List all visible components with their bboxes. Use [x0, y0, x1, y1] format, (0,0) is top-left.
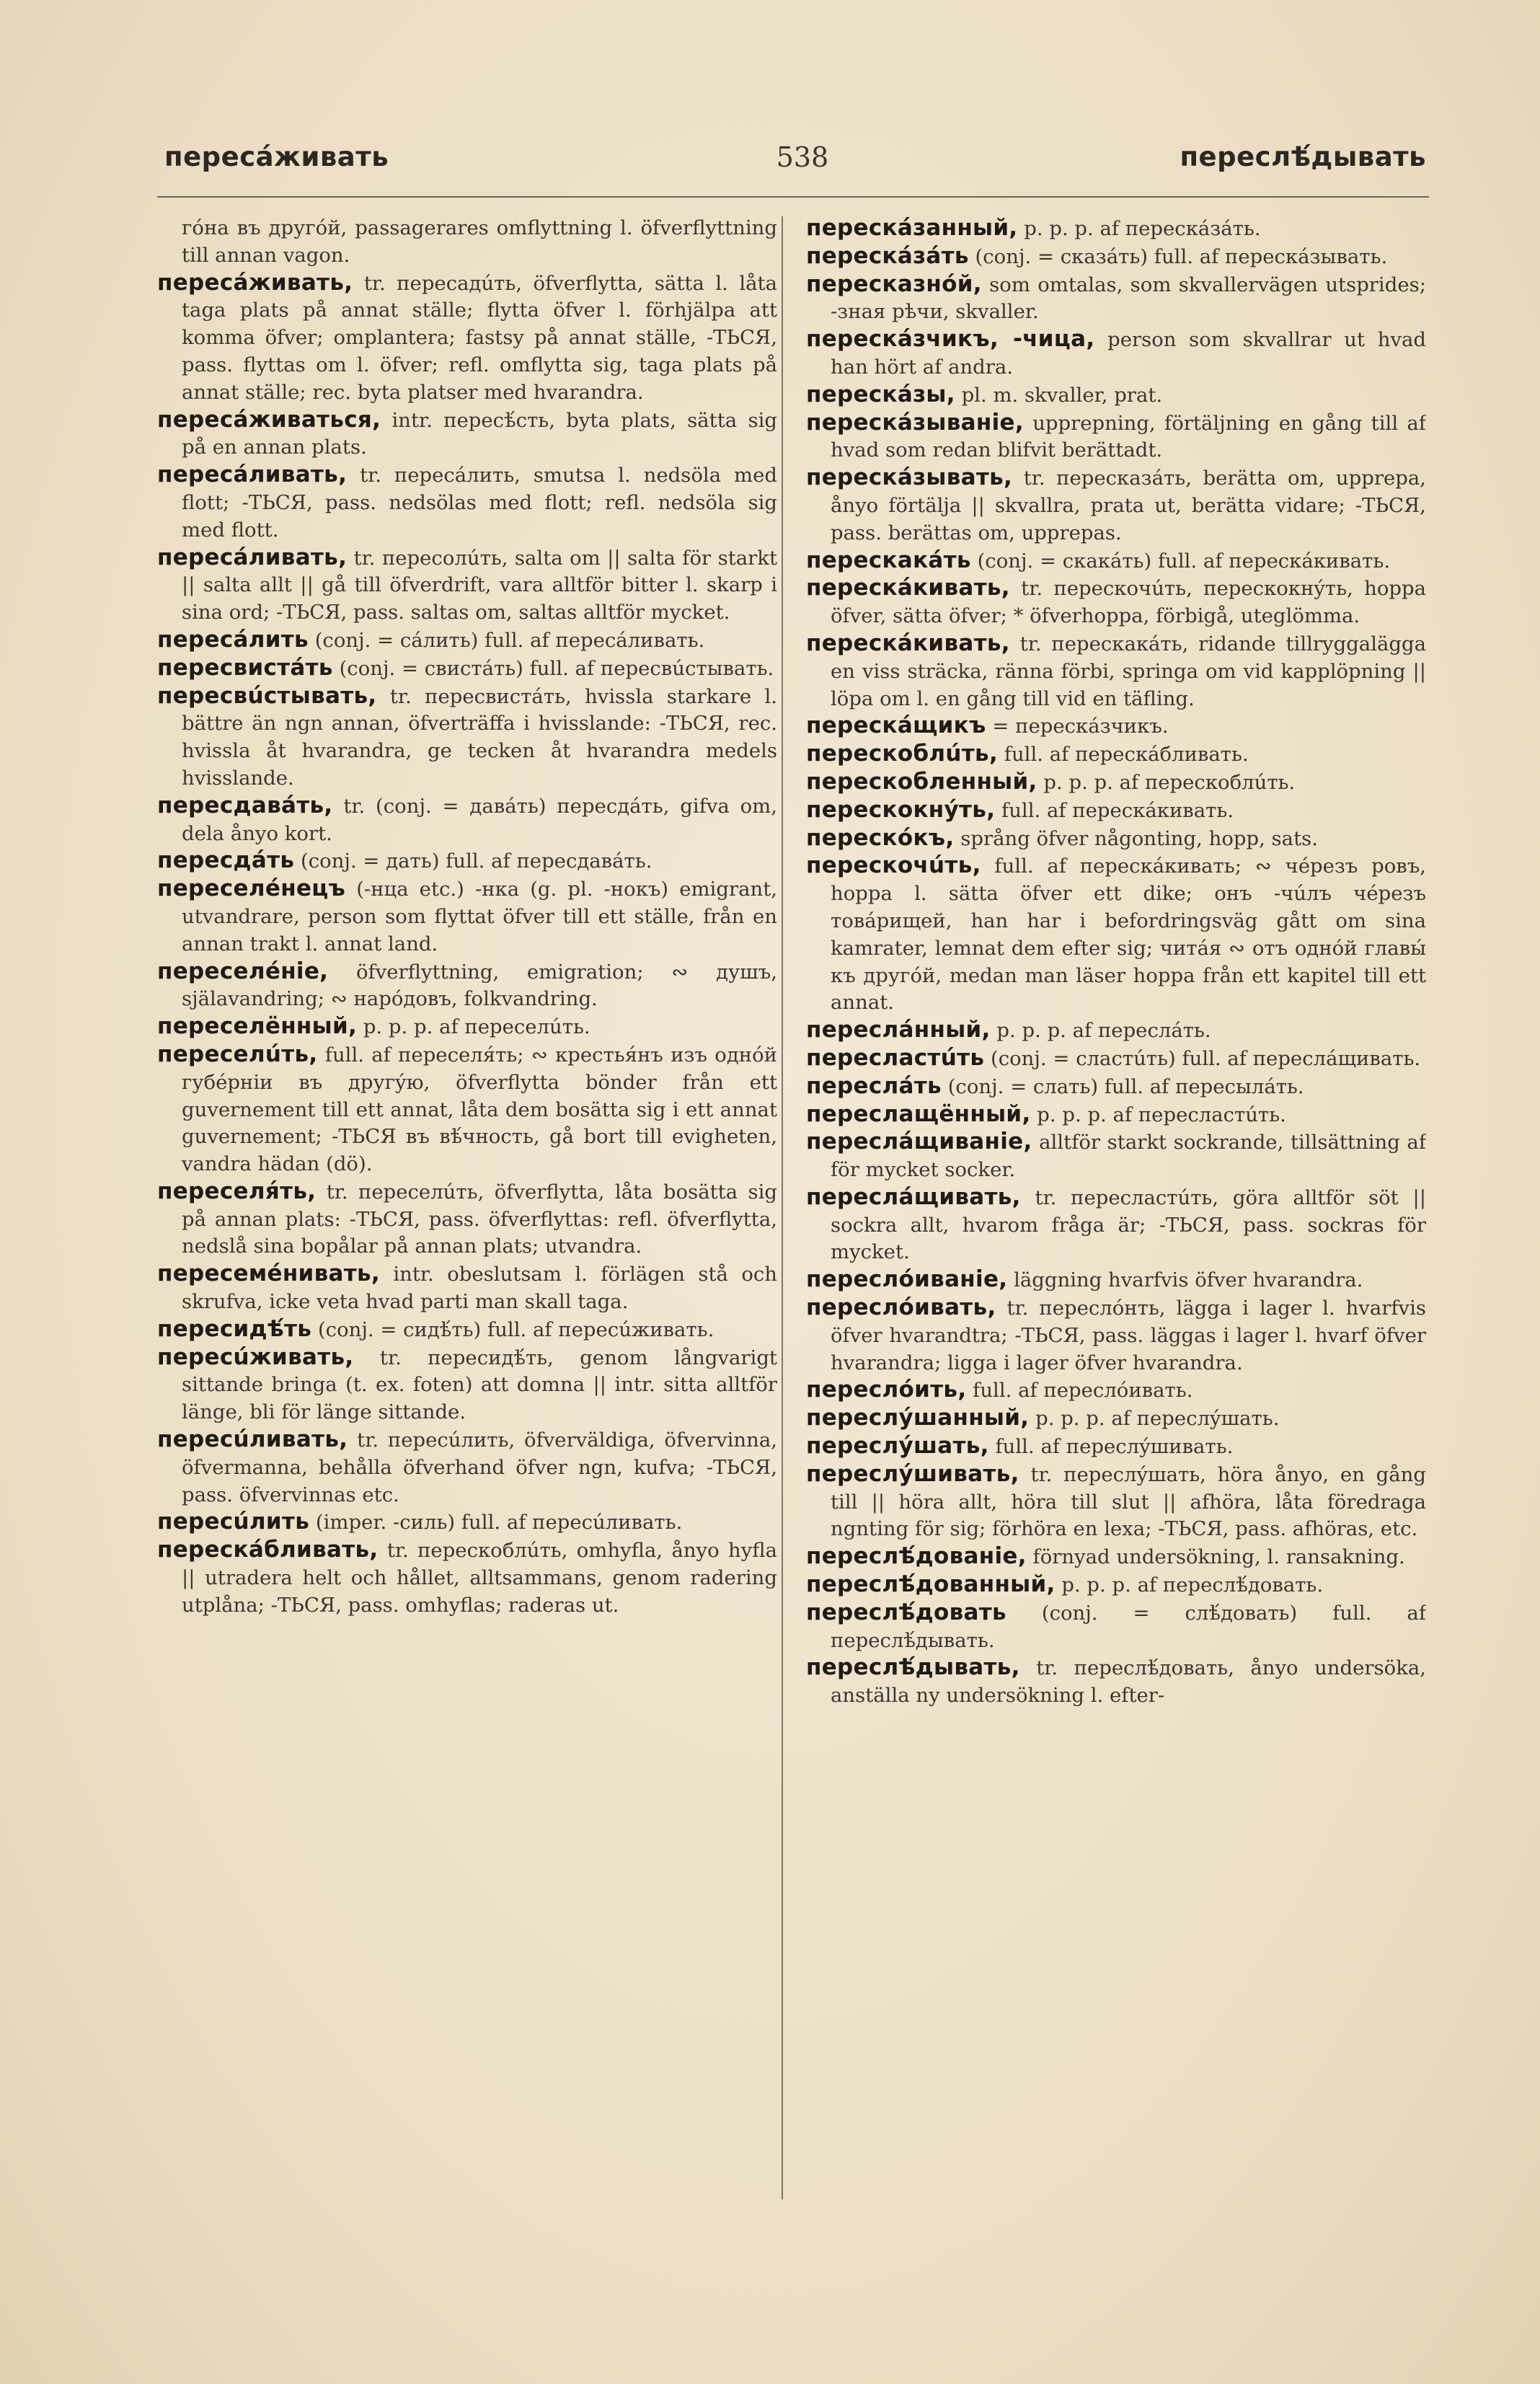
entry-definition: full. af перескáкивать. — [1001, 798, 1234, 822]
entry-headword: перескакáть — [806, 547, 971, 573]
entry-definition: full. af перескáкивать; ∾ чéрезъ ровъ, hoppa l. sätta öfver ett dike; онъ -чúлъ чéрезъ товáрищей, han har i befordringsväg gått om sina kamrater, lemnat dem efter sig; читáя ∾ отъ однóй главы́ къ другóй, medan man läser hoppa från ett kapitel till ett annat. — [831, 855, 1426, 1015]
dictionary-entry — [806, 741, 1426, 769]
dictionary-entry — [157, 215, 777, 270]
entry-definition: tr. пересадúть, öfverflytta, sätta l. låta taga plats på annat ställe; flytta öfver l. förhjälpa att komma öfver; omplantera; fastsy på annat ställe, -ТЬСЯ, pass. flyttas om l. öfver; refl. omflytta sig, taga plats på annat ställe; rec. byta platser med hvarandra. — [182, 271, 777, 404]
entry-headword: перeслáщиваніе, — [806, 1129, 1032, 1155]
entry-headword: перескóкъ, — [806, 824, 955, 851]
entry-headword: пересúживать, — [157, 1343, 354, 1370]
entry-definition: (conj. = скакáть) full. af перескáкивать. — [977, 549, 1391, 573]
dictionary-entry — [157, 1537, 777, 1619]
entry-headword: перeслáнный, — [806, 1017, 991, 1043]
dictionary-entry — [806, 215, 1426, 243]
entry-headword: переслóить, — [806, 1377, 967, 1403]
entry-definition: (conj. = слѣ́довать) full. af переслѣ́дывать. — [831, 1601, 1426, 1652]
dictionary-entry — [157, 1041, 777, 1178]
dictionary-entry — [806, 712, 1426, 741]
entry-definition: = перескáзчикъ. — [992, 715, 1169, 738]
entry-headword: переселúть, — [157, 1041, 318, 1067]
dictionary-entry — [157, 683, 777, 793]
dictionary-entry — [806, 797, 1426, 825]
dictionary-entry — [157, 958, 777, 1014]
entry-definition: tr. (conj. = давáть) пересдáть, gifva om, dela ånyo kort. — [182, 794, 777, 845]
entry-headword: переслóиваніе, — [806, 1266, 1008, 1293]
page-number: 538 — [776, 141, 829, 173]
dictionary-entry — [806, 464, 1426, 547]
dictionary-entry — [806, 1129, 1426, 1184]
entry-definition: (conj. = слать) full. af пересылáть. — [947, 1074, 1304, 1098]
entry-headword: перескочúть, — [806, 852, 981, 879]
page-header — [157, 137, 1426, 180]
entry-definition: p. p. p. af переслѣ́довать. — [1061, 1573, 1324, 1597]
entry-definition: tr. переслaстúть, göra alltför söt || sockra allt, hvarom fråga är; -ТЬСЯ, pass. sockras för mycket. — [831, 1186, 1426, 1264]
entry-definition: intr. obeslutsam l. förlägen stå och skrufva, icke veta hvad parti man skall taga. — [182, 1263, 777, 1314]
entry-definition: full. af переселя́ть; ∾ крестья́нъ изъ однóй губéрніи въ другýю, öfverflytta bönder från ett guvernement till ett annat, låta dem bosätta sig i ett annat guvernement; -ТЬСЯ въ вѣ́чность, gå bort till evigheten, vandra hädan (dö). — [182, 1043, 777, 1176]
column-divider — [782, 216, 783, 2199]
dictionary-entry — [806, 769, 1426, 797]
dictionary-entry — [806, 1294, 1426, 1377]
entry-definition: full. af переслóивать. — [973, 1379, 1193, 1403]
entry-definition: tr. перескочúть, перескокнýть, hoppa öfver, sätta öfver; * öfverhoppa, förbigå, uteglömma. — [831, 577, 1426, 628]
dictionary-entry — [806, 1405, 1426, 1433]
dictionary-entry — [157, 1509, 777, 1537]
dictionary-entry — [806, 381, 1426, 410]
entry-headword: пересемéнивать, — [157, 1261, 380, 1287]
entry-headword: перескокнýть, — [806, 796, 996, 823]
entry-definition: full. af переслýшивать. — [995, 1435, 1234, 1459]
running-head-right: переслѣ́дывать — [1180, 141, 1426, 172]
dictionary-entry — [157, 1316, 777, 1344]
entry-headword: пересвистáть — [157, 654, 333, 681]
dictionary-entry — [806, 1599, 1426, 1655]
entry-definition: tr. переселúть, öfverflytta, låta bosätta sig på annan plats: -ТЬСЯ, pass. öfverflyttas: refl. öfverflytta, nedslå sina bopålar på annan plats; utvandra. — [182, 1180, 777, 1258]
entry-headword: пересвúстывать, — [157, 682, 377, 709]
entry-headword: перескобленный, — [806, 768, 1037, 795]
dictionary-entry — [806, 1017, 1426, 1045]
dictionary-entry — [806, 1571, 1426, 1599]
dictionary-entry — [806, 825, 1426, 853]
entry-definition: förnyad undersökning, l. ransakning. — [1032, 1545, 1405, 1569]
dictionary-entry — [806, 1184, 1426, 1266]
entry-definition: tr. переслѣ́довать, ånyo undersöka, anställa ny undersökning l. efter- — [831, 1656, 1426, 1708]
entry-headword: переслѣ́довать — [806, 1599, 1006, 1625]
entry-definition: tr. пересвистáть, hvissla starkare l. bättre än ngn annan, öfverträffa i hvisslande: -ТЬСЯ, rec. hvissla åt hvarandra, ge tecken åt hvarandra medels hvisslande. — [182, 684, 777, 790]
entry-headword: переслaстúть — [806, 1044, 985, 1071]
entry-headword: перескáзывать, — [806, 464, 1013, 491]
entry-headword: перескáзанный, — [806, 215, 1018, 241]
entry-definition: (conj. = сидѣ́ть) full. af пересúживать. — [317, 1317, 714, 1341]
dictionary-entry — [806, 630, 1426, 712]
entry-headword: переселéніе, — [157, 958, 329, 984]
entry-headword: переслѣ́дованіе, — [806, 1543, 1027, 1570]
entry-definition: person som skvallrar ut hvad han hört af andra. — [831, 328, 1426, 379]
dictionary-entry — [806, 326, 1426, 381]
dictionary-entry — [157, 875, 777, 958]
dictionary-entry — [157, 270, 777, 407]
entry-definition: full. af перескáбливать. — [1004, 743, 1249, 767]
dictionary-entry — [806, 243, 1426, 271]
dictionary-entry — [157, 655, 777, 683]
entry-definition: p. p. p. af переслaстúть. — [1037, 1103, 1286, 1126]
entry-definition: tr. переслýшать, höra ånyo, en gång till || höra allt, höra till slut || afhöra, låta föredraga ngnting för sig; förhöra en lexa; -ТЬСЯ, pass. afhöras, etc. — [831, 1462, 1426, 1541]
header-rule — [157, 196, 1429, 198]
entry-headword: переселённый, — [157, 1013, 358, 1040]
entry-definition: p. p. p. af переслýшать. — [1035, 1407, 1280, 1431]
dictionary-entry — [157, 1344, 777, 1426]
entry-definition: upprepning, förtäljning en gång till af hvad som redan blifvit berättadt. — [831, 411, 1426, 462]
entry-headword: перескáзываніе, — [806, 409, 1024, 436]
entry-headword: переслýшанный, — [806, 1405, 1030, 1431]
dictionary-entry — [806, 852, 1426, 1017]
entry-definition: p. p. p. af переслáть. — [996, 1019, 1211, 1043]
entry-headword: пересáживать, — [157, 269, 353, 296]
entry-headword: переселя́ть, — [157, 1178, 317, 1204]
entry-definition: гóна въ другóй, passagerares omflyttning l. öfverflyttning till annan vagon. — [182, 216, 777, 267]
dictionary-entry — [157, 627, 777, 655]
entry-definition: tr. пересúлить, öfverväldiga, öfvervinna, öfvermanna, behålla öfverhand öfver ngn, kufva; -ТЬСЯ, pass. öfvervinnas etc. — [182, 1429, 777, 1506]
dictionary-entry — [806, 1073, 1426, 1101]
dictionary-entry — [157, 1178, 777, 1261]
entry-headword: пересдáть — [157, 847, 295, 874]
entry-headword: пересáживаться, — [157, 406, 381, 433]
dictionary-entry — [157, 544, 777, 627]
right-column — [806, 215, 1426, 2292]
entry-definition: tr. пересказáть, berätta om, upprepa, ånyo förtälja || skvallra, prata ut, berätta vidare; -ТЬСЯ, pass. berättas om, upprepas. — [831, 467, 1426, 544]
entry-definition: tr. перескакáть, ridande tillryggalägga en viss sträcka, ränna förbi, springa om vid kapplöpning || löpa om l. en gång till vid en täfling. — [831, 632, 1426, 710]
dictionary-entry — [806, 1654, 1426, 1710]
entry-headword: пересáливать, — [157, 544, 348, 570]
entry-definition: (conj. = дать) full. af пересдавáть. — [301, 849, 652, 873]
entry-definition: tr. перескоблúть, omhyfla, ånyo hyfla || utradera helt och hållet, alltsammans, genom radering utplåna; -ТЬСЯ, pass. omhyflas; raderas ut. — [182, 1539, 777, 1617]
entry-headword: переслѣ́дованный, — [806, 1571, 1056, 1598]
dictionary-entry — [157, 1426, 777, 1509]
entry-definition: tr. пересáлить, smutsa l. nedsöla med flott; -ТЬСЯ, pass. nedsölas med flott; refl. nedsöla sig med flott. — [182, 464, 777, 542]
entry-definition: alltför starkt sockrande, tillsättning af för mycket socker. — [831, 1131, 1426, 1182]
entry-headword: пересáлить — [157, 626, 309, 653]
entry-definition: (conj. = свистáть) full. af пересвúстывать. — [339, 656, 774, 680]
entry-definition: öfverflyttning, emigration; ∾ душъ, själavandring; ∾ нарóдовъ, folkvandring. — [182, 960, 777, 1011]
entry-definition: tr. переслóнть, lägga i lager l. hvarfvis öfver hvarandtra; -ТЬСЯ, pass. läggas i lager l. hvarf öfver hvarandra; ligga i lager öfver hvarandra. — [831, 1297, 1426, 1374]
dictionary-entry — [157, 462, 777, 544]
dictionary-entry — [157, 407, 777, 462]
entry-headword: пересдавáть, — [157, 792, 333, 818]
entry-definition: (-нца etc.) -нка (g. pl. -нокъ) emigrant, utvandrare, person som flyttat öfver till ett ställe, från en annan trakt l. annat land. — [182, 878, 777, 955]
entry-headword: переслýшивать, — [806, 1460, 1019, 1487]
entry-headword: перескáкивать, — [806, 630, 1010, 656]
dictionary-entry — [157, 1013, 777, 1041]
dictionary-entry — [806, 1101, 1426, 1129]
entry-definition: (conj. = сказáть) full. af перескáзывать. — [975, 244, 1388, 268]
entry-definition: pl. m. skvaller, prat. — [961, 383, 1163, 407]
entry-definition: p. p. p. af перескоблúть. — [1043, 770, 1296, 794]
entry-headword: переселéнецъ — [157, 875, 346, 902]
entry-definition: språng öfver någonting, hopp, sats. — [960, 826, 1318, 850]
left-column — [157, 215, 777, 2292]
entry-headword: перескáкивать, — [806, 575, 1010, 601]
entry-definition: tr. пересолúть, salta om || salta för starkt || salta allt || gå till öfverdrift, vara alltför bitter l. skarp i sina ord; -ТЬСЯ, pass. saltas om, saltas alltför mycket. — [182, 546, 777, 624]
entry-headword: перескáбливать, — [157, 1537, 379, 1563]
entry-headword: перескáщикъ — [806, 712, 986, 739]
entry-headword: пересáливать, — [157, 462, 348, 488]
dictionary-entry — [806, 547, 1426, 575]
entry-definition: läggning hvarfvis öfver hvarandra. — [1014, 1268, 1363, 1292]
dictionary-entry — [806, 1266, 1426, 1294]
entry-definition: p. p. p. af переселúть. — [363, 1015, 590, 1039]
entry-definition: (conj. = сáлить) full. af пересáливать. — [314, 628, 705, 652]
dictionary-entry — [157, 793, 777, 848]
entry-headword: переслащённый, — [806, 1100, 1031, 1127]
entry-headword: пересказнóй, — [806, 270, 982, 297]
entry-headword: переслýшать, — [806, 1433, 989, 1460]
running-head-left: пересáживать — [164, 141, 389, 172]
entry-definition: tr. пересидѣ́ть, genom långvarigt sittande bringa (t. ex. foten) att domna || intr. sitta alltför länge, bli för länge sittande. — [182, 1346, 777, 1424]
dictionary-entry — [806, 1433, 1426, 1461]
dictionary-entry — [806, 1377, 1426, 1405]
entry-headword: перескоблúть, — [806, 741, 999, 767]
entry-headword: переслáщивать, — [806, 1183, 1021, 1210]
entry-definition: intr. пересѣ́сть, byta plats, sätta sig på en annan plats. — [182, 408, 777, 459]
dictionary-entry — [806, 410, 1426, 465]
entry-headword: перескáзáть — [806, 242, 969, 269]
dictionary-entry — [157, 847, 777, 875]
dictionary-entry — [806, 575, 1426, 630]
entry-definition: (imper. -силь) full. af пересúливать. — [315, 1511, 683, 1535]
entry-headword: пересúлить — [157, 1509, 310, 1535]
entry-headword: перескáзы, — [806, 381, 955, 407]
entry-headword: переслóивать, — [806, 1294, 996, 1321]
dictionary-entry — [806, 1045, 1426, 1073]
entry-definition: som omtalas, som skvallervägen utsprides; -зная рѣчи, skvaller. — [831, 273, 1426, 324]
entry-headword: переслáть — [806, 1072, 942, 1099]
dictionary-entry — [806, 1461, 1426, 1543]
dictionary-entry — [157, 1261, 777, 1316]
entry-definition: (conj. = сластúть) full. af пересла́щивать. — [991, 1046, 1421, 1070]
entry-headword: пересúливать, — [157, 1426, 348, 1453]
dictionary-entry — [806, 271, 1426, 327]
dictionary-entry — [806, 1543, 1426, 1571]
entry-headword: переслѣ́дывать, — [806, 1654, 1020, 1681]
entry-headword: пересидѣ́ть — [157, 1315, 312, 1342]
entry-definition: p. p. p. af перескáзáть. — [1024, 217, 1261, 240]
entry-headword: перескáзчикъ, -чица, — [806, 326, 1095, 353]
